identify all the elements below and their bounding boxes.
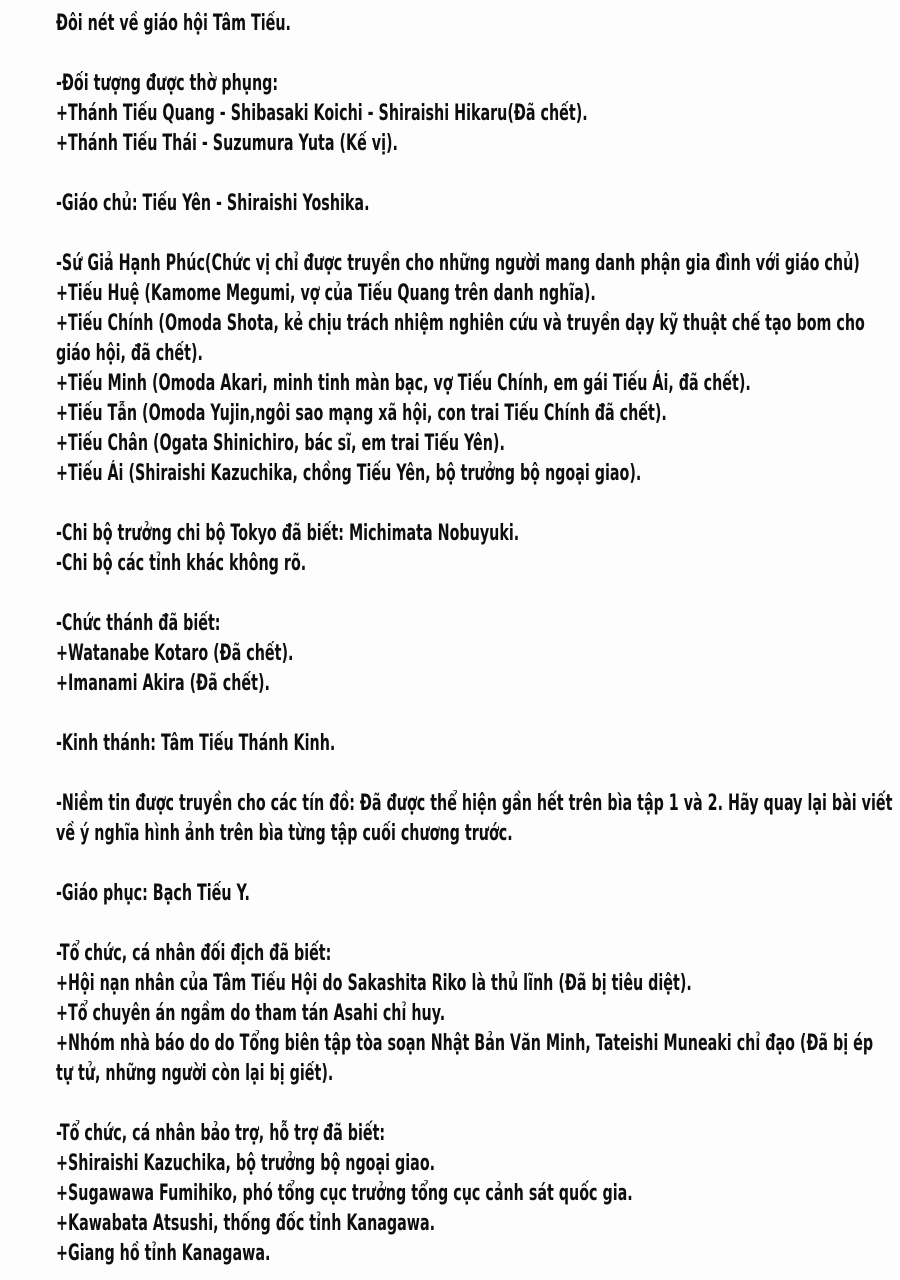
text-line-content: +Shiraishi Kazuchika, bộ trưởng bộ ngoại giao. <box>56 1151 436 1176</box>
paragraph-block <box>56 609 876 699</box>
text-line <box>56 1029 876 1059</box>
text-line <box>56 9 876 39</box>
text-line <box>56 969 876 999</box>
text-line-content: -Giáo chủ: Tiếu Yên - Shiraishi Yoshika. <box>56 191 370 216</box>
paragraph-block <box>56 519 876 579</box>
text-line-content: -Tổ chức, cá nhân đối địch đã biết: <box>56 941 332 966</box>
paragraph-block <box>56 729 876 759</box>
text-line-content: -Tổ chức, cá nhân bảo trợ, hỗ trợ đã biết: <box>56 1121 386 1146</box>
text-line-content: +Tiếu Tẫn (Omoda Yujin,ngôi sao mạng xã hội, con trai Tiếu Chính đã chết). <box>56 401 667 426</box>
text-line-content: +Tiếu Chân (Ogata Shinichiro, bác sĩ, em trai Tiếu Yên). <box>56 431 505 456</box>
text-line-content: +Thánh Tiếu Quang - Shibasaki Koichi - Shiraishi Hikaru(Đã chết). <box>56 101 588 126</box>
text-line-content: +Watanabe Kotaro (Đã chết). <box>56 641 294 666</box>
text-line <box>56 1149 876 1179</box>
text-line-content: giáo hội, đã chết). <box>56 341 203 366</box>
text-line <box>56 1209 876 1239</box>
text-line <box>56 549 876 579</box>
text-line <box>56 369 876 399</box>
paragraph-block <box>56 939 876 1089</box>
text-line-content: -Đối tượng được thờ phụng: <box>56 71 279 96</box>
text-line-content: -Kinh thánh: Tâm Tiếu Thánh Kinh. <box>56 731 336 756</box>
text-line-content: +Tổ chuyên án ngầm do tham tán Asahi chỉ huy. <box>56 1001 446 1026</box>
text-line <box>56 1119 876 1149</box>
text-line <box>56 729 876 759</box>
text-line <box>56 399 876 429</box>
text-line <box>56 189 876 219</box>
text-line-content: +Hội nạn nhân của Tâm Tiếu Hội do Sakashita Riko là thủ lĩnh (Đã bị tiêu diệt). <box>56 971 692 996</box>
text-line <box>56 1239 876 1269</box>
text-line <box>56 669 876 699</box>
text-line <box>56 279 876 309</box>
text-line <box>56 939 876 969</box>
text-line <box>56 129 876 159</box>
text-line-content: -Giáo phục: Bạch Tiếu Y. <box>56 881 250 906</box>
text-line <box>56 999 876 1029</box>
text-line <box>56 99 876 129</box>
text-line <box>56 459 876 489</box>
text-line-content: về ý nghĩa hình ảnh trên bìa từng tập cuối chương trước. <box>56 821 513 846</box>
text-line-content: tự tử, những người còn lại bị giết). <box>56 1061 334 1086</box>
text-line-content: +Sugawawa Fumihiko, phó tổng cục trưởng tổng cục cảnh sát quốc gia. <box>56 1181 633 1206</box>
text-line-content: -Chức thánh đã biết: <box>56 611 221 636</box>
paragraph-block <box>56 879 876 909</box>
text-line-content: -Chi bộ các tỉnh khác không rõ. <box>56 551 307 576</box>
text-line <box>56 69 876 99</box>
text-line-content: +Giang hồ tỉnh Kanagawa. <box>56 1241 271 1266</box>
text-line-content: +Tiếu Minh (Omoda Akari, minh tinh màn bạc, vợ Tiếu Chính, em gái Tiếu Ái, đã chết). <box>56 371 751 396</box>
text-line <box>56 609 876 639</box>
document-content <box>56 9 893 1269</box>
text-line <box>56 519 876 549</box>
text-line <box>56 879 876 909</box>
text-line-content: +Kawabata Atsushi, thống đốc tỉnh Kanagawa. <box>56 1211 436 1236</box>
text-line <box>56 429 876 459</box>
text-line-content: -Sứ Giả Hạnh Phúc(Chức vị chỉ được truyền cho những người mang danh phận gia đình với giáo chủ) <box>56 251 860 276</box>
text-line <box>56 639 876 669</box>
text-line-content: +Imanami Akira (Đã chết). <box>56 671 270 696</box>
text-line <box>56 249 876 279</box>
paragraph-block <box>56 1119 876 1269</box>
text-line <box>56 1059 876 1089</box>
text-line-content: Đôi nét về giáo hội Tâm Tiếu. <box>56 11 291 36</box>
text-line <box>56 819 876 849</box>
text-line <box>56 1179 876 1209</box>
paragraph-block <box>56 9 876 39</box>
paragraph-block <box>56 789 893 849</box>
text-line-content: +Thánh Tiếu Thái - Suzumura Yuta (Kế vị). <box>56 131 398 156</box>
text-line-content: -Niềm tin được truyền cho các tín đồ: Đã được thể hiện gần hết trên bìa tập 1 và 2. Hãy quay lại bài viết <box>56 791 893 816</box>
text-line-content: -Chi bộ trưởng chi bộ Tokyo đã biết: Michimata Nobuyuki. <box>56 521 520 546</box>
text-line <box>56 309 876 339</box>
paragraph-block <box>56 249 876 489</box>
text-line-content: +Tiếu Huệ (Kamome Megumi, vợ của Tiếu Quang trên danh nghĩa). <box>56 281 596 306</box>
text-line-content: +Tiếu Chính (Omoda Shota, kẻ chịu trách nhiệm nghiên cứu và truyền dạy kỹ thuật chế tạo bom cho <box>56 311 865 336</box>
text-line <box>56 339 876 369</box>
paragraph-block <box>56 189 876 219</box>
text-line <box>56 789 893 819</box>
text-line-content: +Tiếu Ái (Shiraishi Kazuchika, chồng Tiếu Yên, bộ trưởng bộ ngoại giao). <box>56 461 642 486</box>
text-line-content: +Nhóm nhà báo do do Tổng biên tập tòa soạn Nhật Bản Văn Minh, Tateishi Muneaki chỉ đạo (Đã bị ép <box>56 1031 874 1056</box>
paragraph-block <box>56 69 876 159</box>
